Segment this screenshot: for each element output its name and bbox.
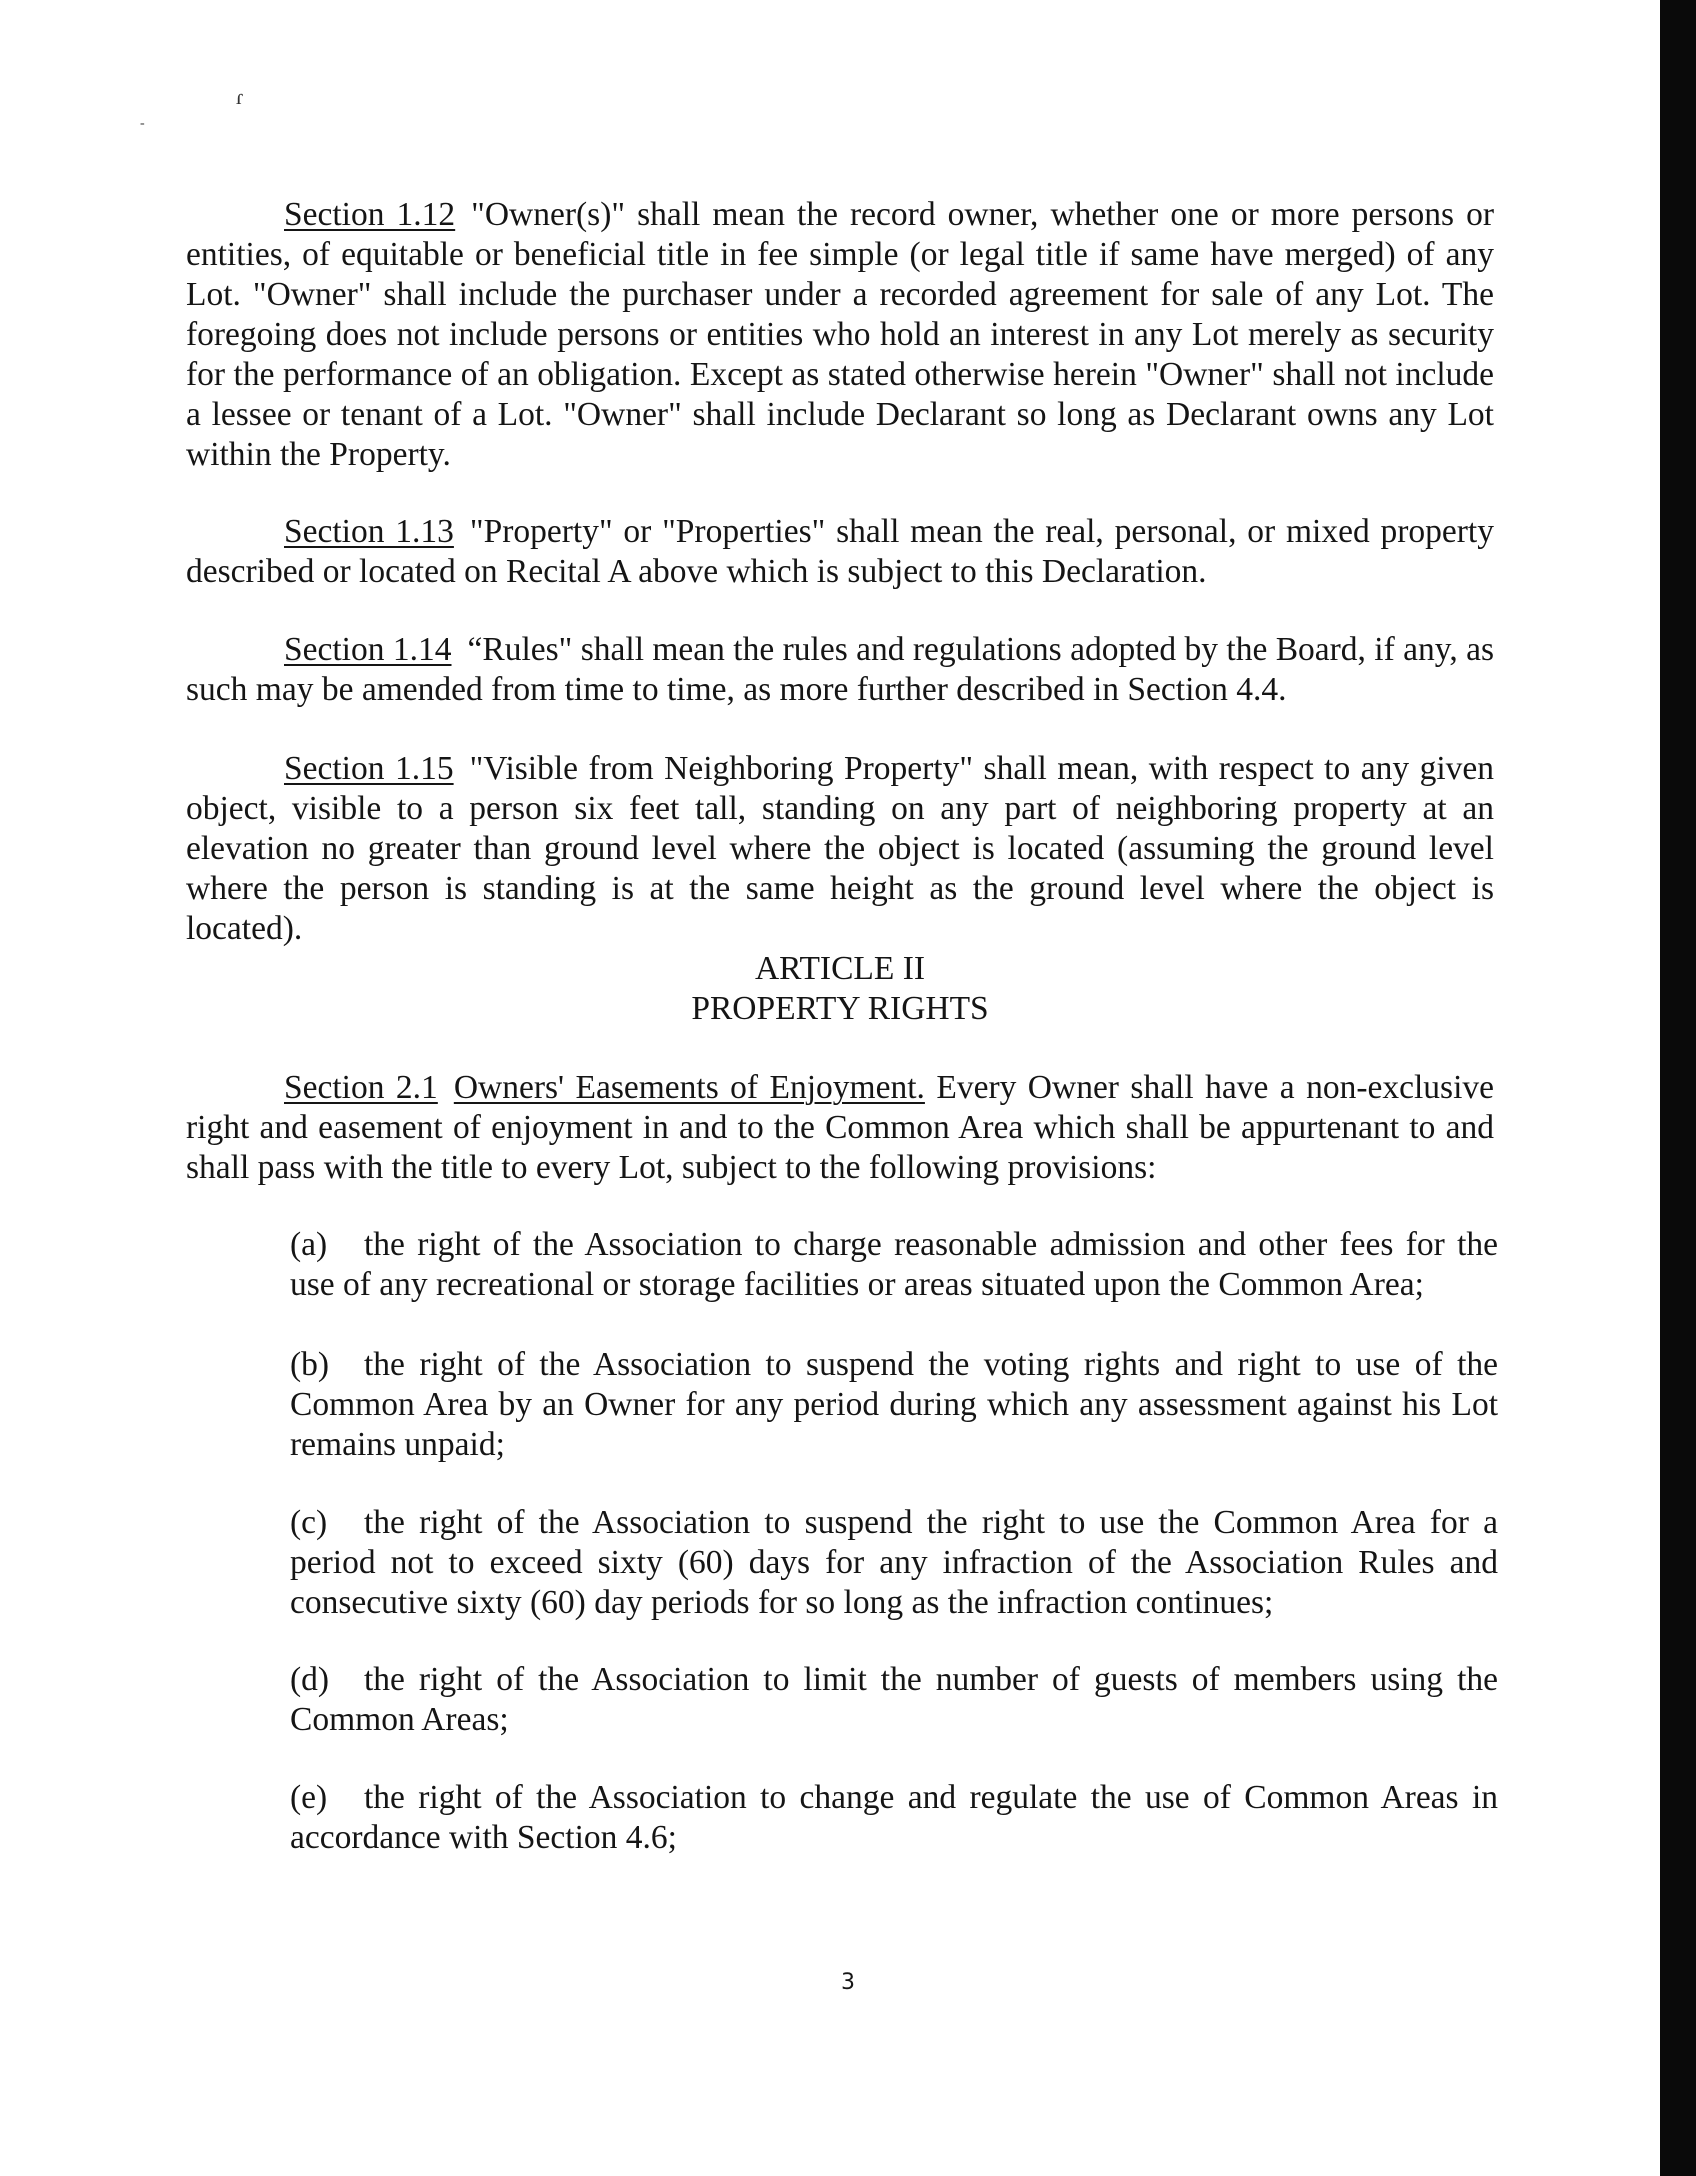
section-2-1 — [186, 1068, 1494, 1188]
section-label: Section 1.13 — [284, 513, 454, 550]
section-label: Section 1.14 — [284, 631, 452, 668]
scan-mark: ɾ — [236, 84, 244, 109]
scan-edge — [1660, 0, 1696, 2176]
provision-mark: (a) — [290, 1226, 328, 1263]
article-title: PROPERTY RIGHTS — [691, 990, 989, 1027]
provision-e — [290, 1778, 1498, 1858]
provision-text: the right of the Association to charge reasonable admission and other fees for the use of any recreational or storage facilities or areas situated upon the Common Area; — [290, 1226, 1498, 1303]
section-label: Section 2.1 — [284, 1069, 438, 1106]
section-text: Every Owner shall have a non-exclusive right and easement of enjoyment in and to the Common Area which shall be appurtenant to and shall pass with the title to every Lot, subject to the following provisions: — [186, 1069, 1495, 1186]
article-number: ARTICLE II — [754, 950, 926, 987]
scan-mark: - — [140, 116, 145, 131]
section-1-12 — [186, 195, 1494, 475]
provision-mark: (d) — [290, 1661, 330, 1698]
section-text: "Property" or "Properties" shall mean the real, personal, or mixed property described or located on Recital A above which is subject to this Declaration. — [186, 513, 1494, 590]
provision-mark: (e) — [290, 1779, 328, 1816]
section-text: "Visible from Neighboring Property" shall mean, with respect to any given object, visible to a person six feet tall, standing on any part of neighboring property at an elevation no greater than ground level where the object is located (assuming the ground level where the person is standing is at the same height as the ground level where the object is located). — [186, 750, 1494, 947]
section-1-15 — [186, 749, 1494, 949]
section-title: Owners' Easements of Enjoyment. — [453, 1069, 925, 1106]
provision-text: the right of the Association to suspend the right to use the Common Area for a period not to exceed sixty (60) days for any infraction of the Association Rules and consecutive sixty (60) day periods for so long as the infraction continues; — [290, 1504, 1498, 1621]
provision-c — [290, 1503, 1498, 1623]
section-label: Section 1.12 — [284, 196, 456, 233]
provision-d — [290, 1660, 1498, 1740]
provision-mark: (c) — [290, 1504, 328, 1541]
page-number: 3 — [841, 1970, 855, 1995]
provision-text: the right of the Association to suspend the voting rights and right to use of the Common Area by an Owner for any period during which any assessment against his Lot remains unpaid; — [290, 1346, 1498, 1463]
provision-b — [290, 1345, 1498, 1465]
section-1-13 — [186, 512, 1494, 592]
section-label: Section 1.15 — [284, 750, 454, 787]
section-text: “Rules" shall mean the rules and regulations adopted by the Board, if any, as such may be amended from time to time, as more further described in Section 4.4. — [186, 631, 1495, 708]
provision-a — [290, 1225, 1498, 1305]
provision-text: the right of the Association to change and regulate the use of Common Areas in accordance with Section 4.6; — [290, 1779, 1498, 1856]
provision-mark: (b) — [290, 1346, 330, 1383]
provision-text: the right of the Association to limit the number of guests of members using the Common Areas; — [290, 1661, 1498, 1738]
section-1-14 — [186, 630, 1494, 710]
section-text: "Owner(s)" shall mean the record owner, whether one or more persons or entities, of equitable or beneficial title in fee simple (or legal title if same have merged) of any Lot. "Owner" shall include the purchaser under a recorded agreement for sale of any Lot. The foregoing does not include persons or entities who hold an interest in any Lot merely as security for the performance of an obligation. Except as stated otherwise herein "Owner" shall not include a lessee or tenant of a Lot. "Owner" shall include Declarant so long as Declarant owns any Lot within the Property. — [186, 196, 1494, 473]
